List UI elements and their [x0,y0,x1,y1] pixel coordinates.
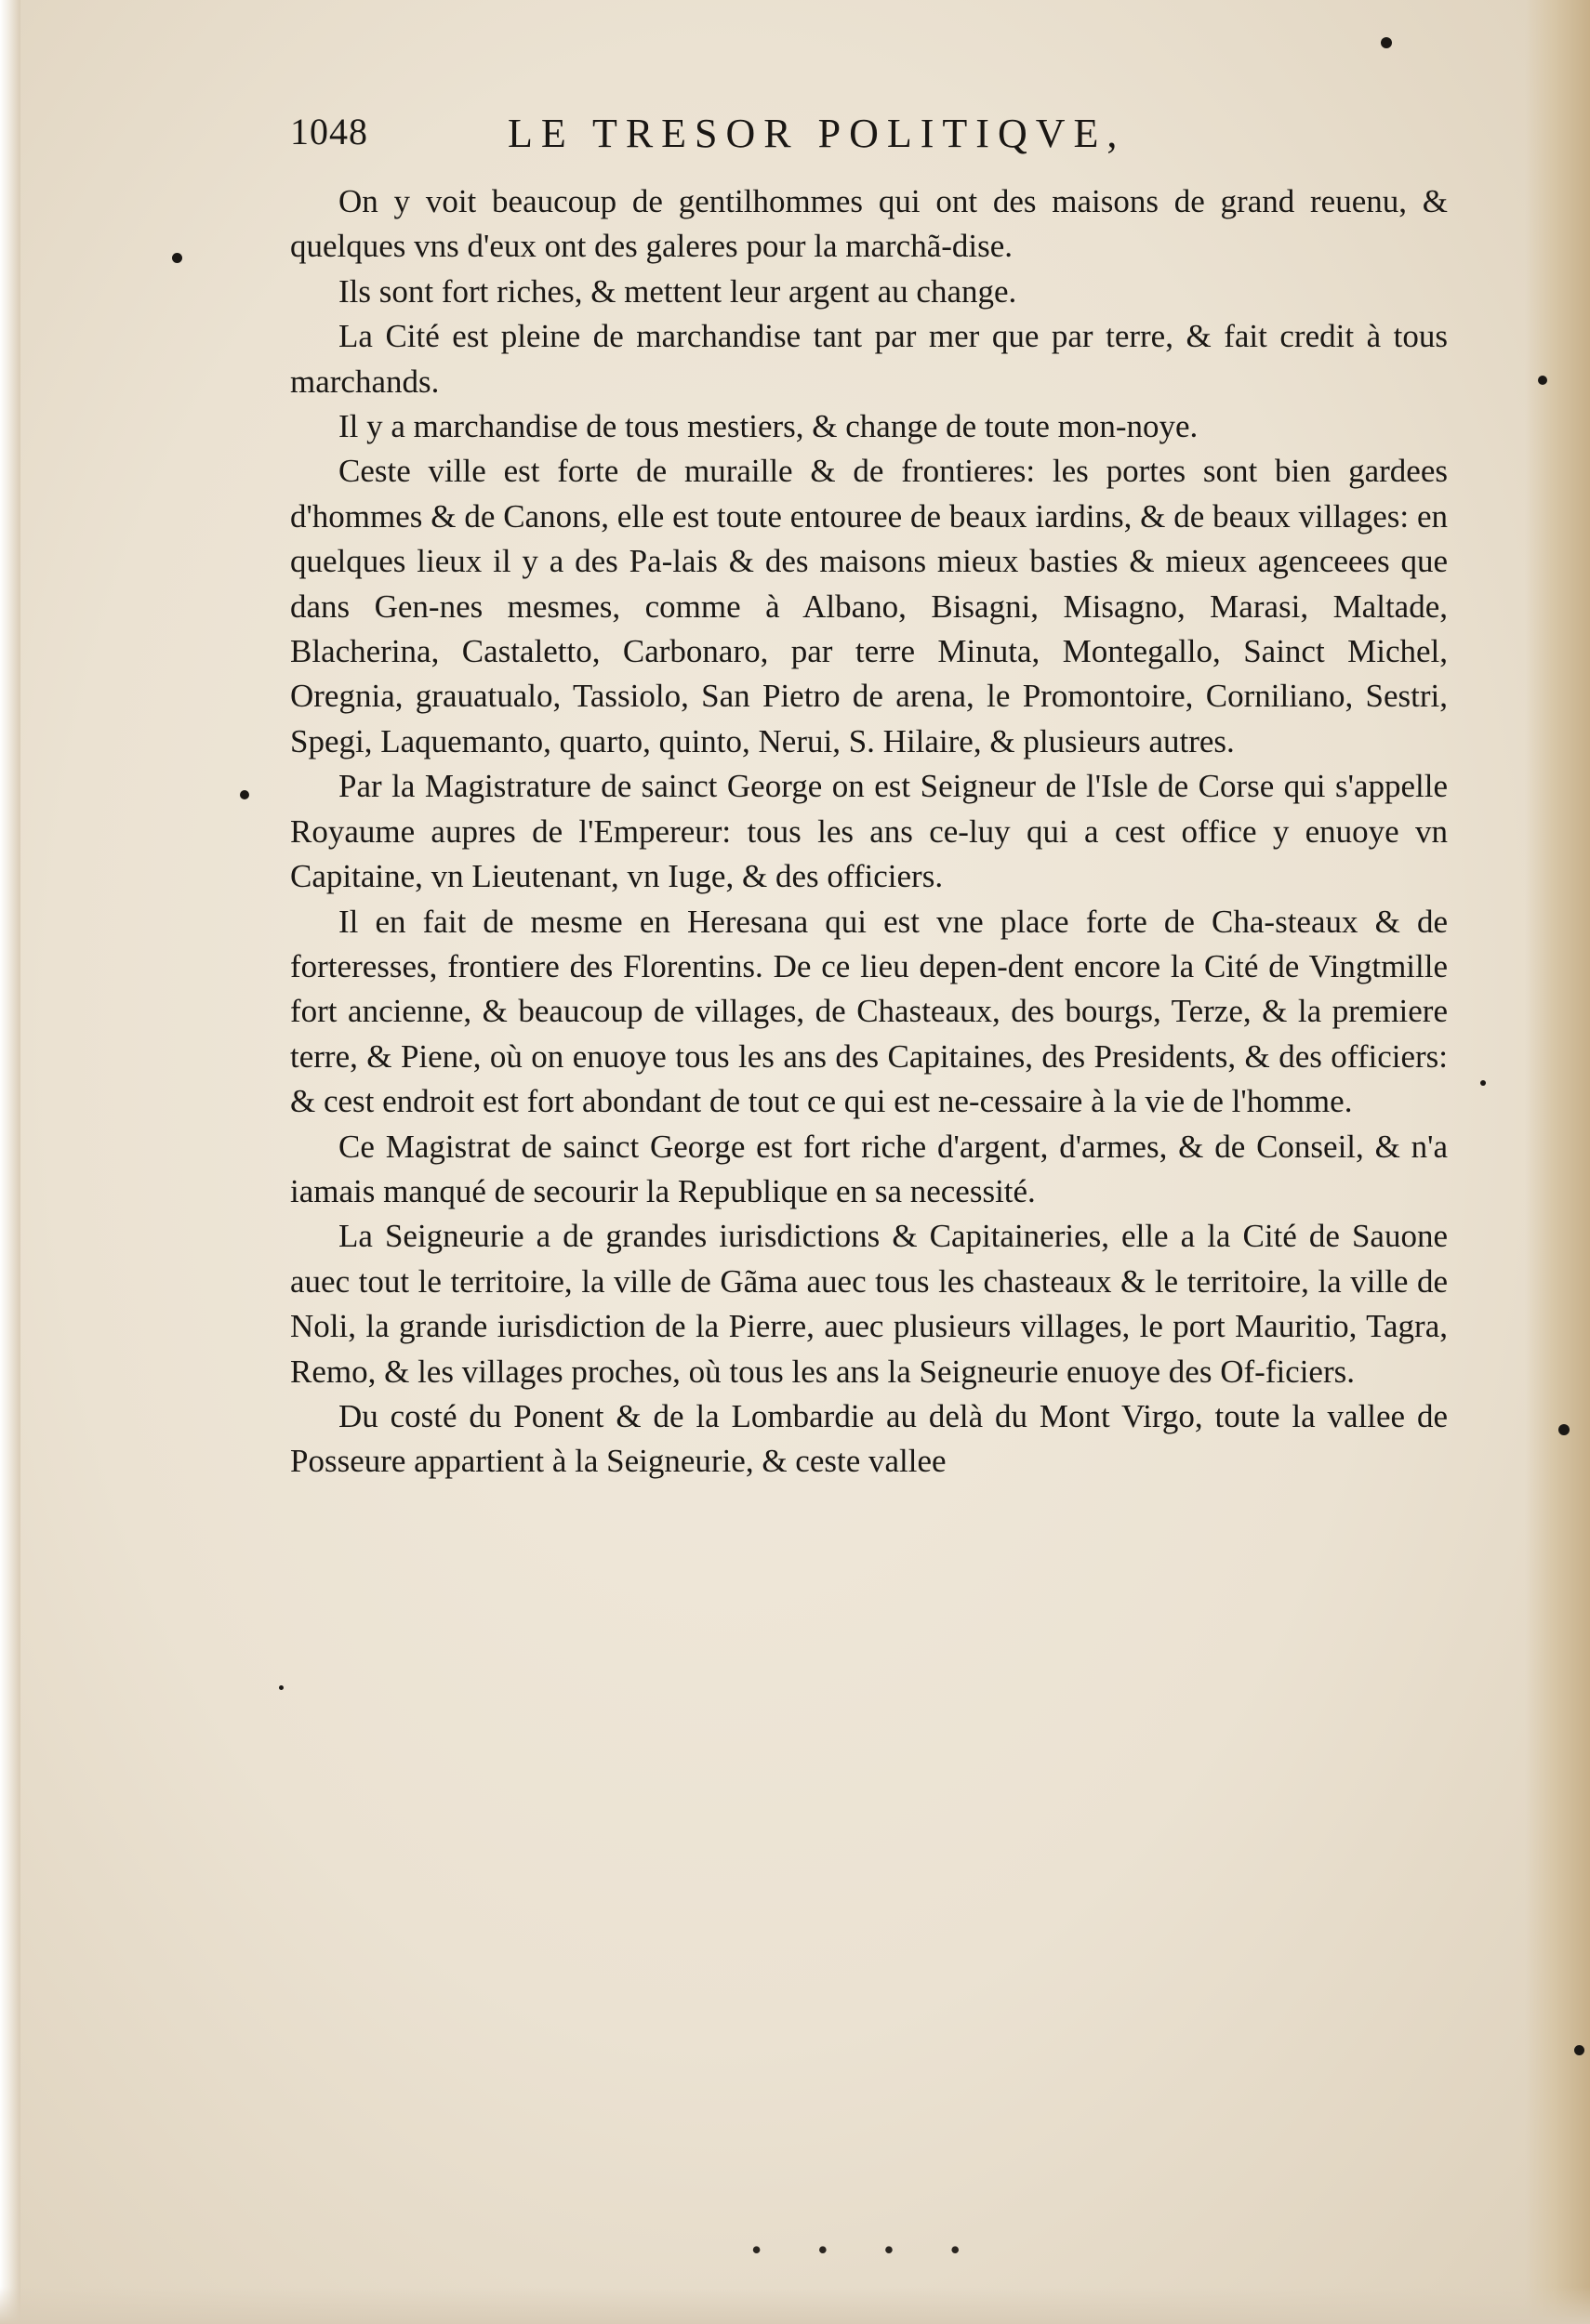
body-text [290,179,1448,1485]
paragraph: Il en fait de mesme en Heresana qui est vne place forte de Cha-steaux & de forteresses, frontiere des Florentins. De ce lieu depen-dent encore la Cité de Vingtmille fort ancienne, & beaucoup de villages, de Chasteaux, des bourgs, Terze, & la premiere terre, & Piene, où on enuoye tous les ans des Capitaines, des Presidents, & des officiers: & cest endroit est fort abondant de tout ce qui est ne-cessaire à la vie de l'homme. [290,903,1448,1120]
paragraph: Du costé du Ponent & de la Lombardie au delà du Mont Virgo, toute la vallee de Posseure appartient à la Seigneurie, & ceste vallee [290,1397,1448,1480]
page-left-edge [0,0,20,2324]
paragraph: Ce Magistrat de sainct George est fort riche d'argent, d'armes, & de Conseil, & n'a iamais manqué de secourir la Republique en sa necessité. [290,1128,1448,1209]
paragraph: La Cité est pleine de marchandise tant par mer que par terre, & fait credit à tous marchands. [290,318,1448,400]
ink-speck [240,790,249,799]
paragraph: Ceste ville est forte de muraille & de frontieres: les portes sont bien gardees d'hommes & de Canons, elle est toute entouree de beaux iardins, & de beaux villages: en quelques lieux il y a des Pa-lais & des maisons mieux basties & mieux agenceees que dans Gen-nes mesmes, comme à Albano, Bisagni, Misagno, Marasi, Maltade, Blacherina, Castaletto, Carbonaro, par terre Minuta, Montegallo, Sainct Michel, Oregnia, grauatualo, Tassiolo, San Pietro de arena, le Promontoire, Corniliano, Sestri, Spegi, Laquemanto, quarto, quinto, Nerui, S. Hilaire, & plusieurs autres. [290,453,1448,759]
running-title: LE TRESOR POLITIQVE, [508,111,1126,156]
ink-speck [1381,37,1392,48]
ink-speck [1558,1424,1570,1435]
ink-speck [172,253,182,263]
paragraph: Par la Magistrature de sainct George on est Seigneur de l'Isle de Corse qui s'appelle Royaume aupres de l'Empereur: tous les ans ce-luy qui a cest office y enuoye vn Capitaine, vn Lieutenant, vn Iuge, & des officiers. [290,768,1448,895]
signature-mark: • • • • [751,2233,985,2266]
paragraph: Il y a marchandise de tous mestiers, & change de toute mon-noye. [338,408,1199,445]
paragraph: La Seigneurie a de grandes iurisdictions & Capitaineries, elle a la Cité de Sauone auec tout le territoire, la ville de Gãma auec tous les chasteaux & le territoire, la ville de Noli, la grande iurisdiction de la Pierre, auec plusieurs villages, le port Mauritio, Tagra, Remo, & les villages proches, où tous les ans la Seigneurie enuoye des Of-ficiers. [290,1218,1448,1390]
paragraph: Ils sont fort riches, & mettent leur argent au change. [338,272,1017,310]
ink-speck [279,1685,284,1690]
page-number: 1048 [290,111,368,152]
page-bottom-edge [0,2287,1590,2324]
page-header [290,110,1452,165]
paragraph: On y voit beaucoup de gentilhommes qui ont des maisons de grand reuenu, & quelques vns d'eux ont des galeres pour la marchã-dise. [290,183,1448,265]
page-right-edge [1525,0,1590,2324]
ink-speck [1480,1080,1486,1086]
ink-speck [1538,376,1547,385]
ink-speck [1574,2045,1584,2055]
